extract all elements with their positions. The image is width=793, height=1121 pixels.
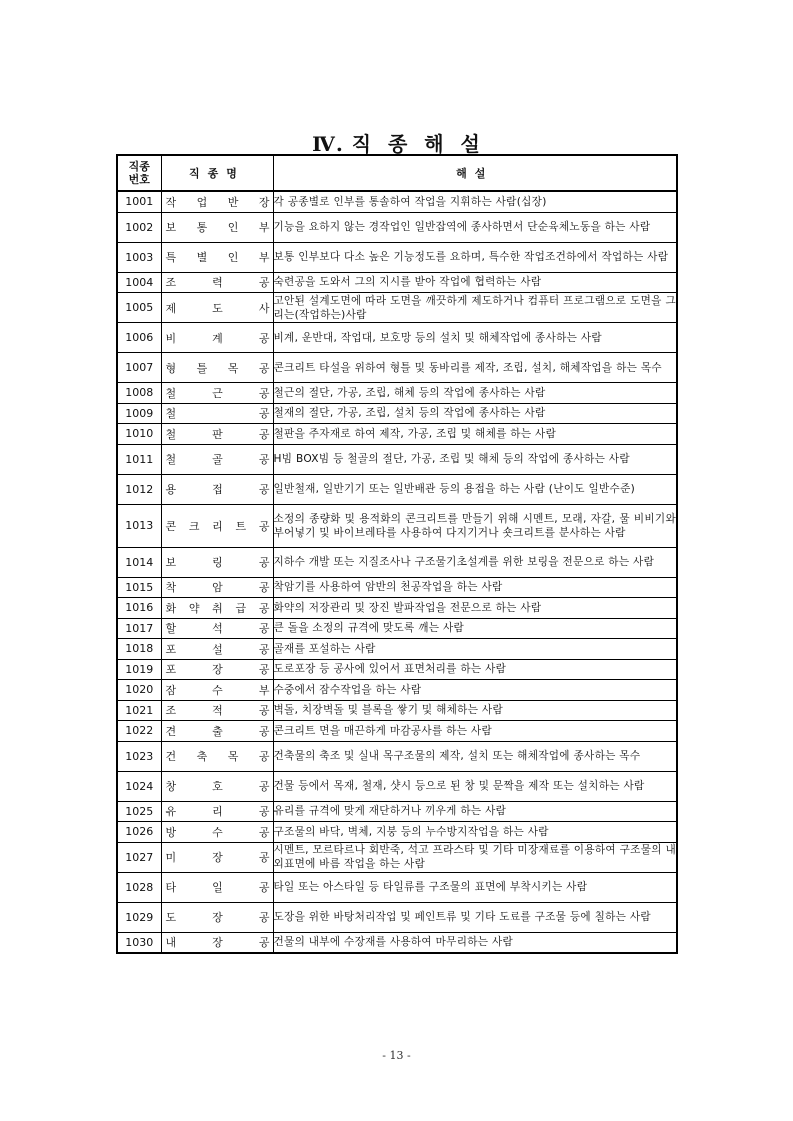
- table-row: [117, 424, 677, 445]
- job-description: 콘크리트 면을 매끈하게 마감공사를 하는 사람: [273, 721, 677, 742]
- table-header: [117, 155, 677, 191]
- table-row: [117, 323, 677, 353]
- table-row: [117, 272, 677, 293]
- job-name-cell: [161, 700, 273, 721]
- header-description: [273, 155, 677, 191]
- job-description: 콘크리트 타설을 위하여 형틀 및 동바리를 제작, 조립, 설치, 해체작업을 하는 목수: [273, 353, 677, 383]
- job-code: 1018: [117, 639, 161, 660]
- job-code: 1008: [117, 383, 161, 404]
- job-name-cell: [161, 659, 273, 680]
- job-name: 조 력 공: [165, 276, 270, 290]
- job-description: 도로포장 등 공사에 있어서 표면처리를 하는 사람: [273, 659, 677, 680]
- job-description: 철재의 절단, 가공, 조립, 설치 등의 작업에 종사하는 사람: [273, 403, 677, 424]
- job-description: 각 공종별로 인부를 통솔하여 작업을 지휘하는 사람(십장): [273, 191, 677, 212]
- job-name: 창 호 공: [165, 780, 270, 793]
- table-row: [117, 504, 677, 547]
- job-code: 1003: [117, 242, 161, 272]
- table-row: [117, 721, 677, 742]
- table-row: [117, 680, 677, 701]
- job-name-cell: [161, 293, 273, 323]
- job-name: 포 장 공: [165, 663, 270, 677]
- job-code: 1028: [117, 872, 161, 902]
- job-name: 견 출 공: [165, 724, 270, 738]
- job-code: 1005: [117, 293, 161, 323]
- job-code: 1022: [117, 721, 161, 742]
- table-row: [117, 801, 677, 822]
- table-row: [117, 353, 677, 383]
- job-code: 1010: [117, 424, 161, 445]
- job-name-cell: [161, 598, 273, 619]
- job-name-cell: [161, 242, 273, 272]
- job-name-cell: [161, 932, 273, 953]
- table-row: [117, 741, 677, 771]
- job-name-cell: [161, 801, 273, 822]
- table-row: [117, 191, 677, 212]
- header-code-line1: 직종: [128, 160, 150, 173]
- job-code: 1014: [117, 547, 161, 577]
- table-row: [117, 577, 677, 598]
- job-name-cell: [161, 474, 273, 504]
- job-name: 도 장 공: [165, 911, 270, 924]
- job-code: 1004: [117, 272, 161, 293]
- table-row: [117, 842, 677, 872]
- job-code: 1017: [117, 618, 161, 639]
- job-code: 1015: [117, 577, 161, 598]
- job-name: 미 장 공: [165, 851, 270, 864]
- job-name: 철 공: [165, 407, 270, 421]
- header-description-label: 해설: [456, 167, 494, 180]
- job-description: 골재를 포설하는 사람: [273, 639, 677, 660]
- table-row: [117, 383, 677, 404]
- job-description: 일반철재, 일반기기 또는 일반배관 등의 용접을 하는 사람 (난이도 일반수준): [273, 474, 677, 504]
- job-code: 1009: [117, 403, 161, 424]
- job-name: 화 약 취 급 공: [165, 601, 270, 615]
- job-description: 시멘트, 모르타르나 회반죽, 석고 프라스타 및 기타 미장재료를 이용하여 구조물의 내외표면에 바름 작업을 하는 사람: [273, 844, 676, 870]
- job-name-cell: [161, 547, 273, 577]
- job-description: 타일 또는 아스타일 등 타일류를 구조물의 표면에 부착시키는 사람: [273, 872, 677, 902]
- job-name: 타 일 공: [165, 881, 270, 894]
- job-description: 보통 인부보다 다소 높은 기능정도를 요하며, 특수한 작업조건하에서 작업하는 사람: [273, 242, 677, 272]
- job-description: 큰 돌을 소정의 규격에 맞도록 깨는 사람: [273, 618, 677, 639]
- job-description: H빔 BOX빔 등 철골의 절단, 가공, 조립 및 해체 등의 작업에 종사하는 사람: [273, 444, 677, 474]
- job-name: 내 장 공: [165, 936, 270, 950]
- job-name-cell: [161, 212, 273, 242]
- table-row: [117, 872, 677, 902]
- job-description: 소정의 종량화 및 용적화의 콘크리트를 만들기 위해 시멘트, 모래, 자갈, 물 비비기와 부어넣기 및 바이브레타를 사용하여 다지기거나 숏크리트를 분사하는 사람: [273, 504, 677, 547]
- table-body: [117, 191, 677, 953]
- table-row: [117, 902, 677, 932]
- job-name: 철 근 공: [165, 386, 270, 400]
- job-name: 유 리 공: [165, 805, 270, 819]
- job-name: 콘 크 리 트 공: [165, 519, 270, 533]
- job-name: 철 판 공: [165, 427, 270, 441]
- job-name-cell: [161, 639, 273, 660]
- job-code: 1007: [117, 353, 161, 383]
- job-code: 1016: [117, 598, 161, 619]
- job-name-cell: [161, 771, 273, 801]
- job-name-cell: [161, 680, 273, 701]
- job-description: 숙련공을 도와서 그의 지시를 받아 작업에 협력하는 사람: [273, 272, 677, 293]
- table-row: [117, 293, 677, 323]
- job-name-cell: [161, 323, 273, 353]
- table-row: [117, 403, 677, 424]
- job-name-cell: [161, 872, 273, 902]
- job-code: 1013: [117, 504, 161, 547]
- job-description: 철근의 절단, 가공, 조립, 해체 등의 작업에 종사하는 사람: [273, 383, 677, 404]
- job-description: 비계, 운반대, 작업대, 보호망 등의 설치 및 해체작업에 종사하는 사람: [273, 323, 677, 353]
- job-name: 형 틀 목 공: [165, 361, 270, 375]
- job-name: 철 골 공: [165, 453, 270, 466]
- job-description: 구조물의 바닥, 벽체, 지붕 등의 누수방지작업을 하는 사람: [273, 822, 677, 843]
- job-name-cell: [161, 504, 273, 547]
- job-name: 조 적 공: [165, 704, 270, 718]
- job-name-cell: [161, 383, 273, 404]
- job-code: 1020: [117, 680, 161, 701]
- job-name-cell: [161, 403, 273, 424]
- table-row: [117, 700, 677, 721]
- job-code: 1012: [117, 474, 161, 504]
- job-name-cell: [161, 842, 273, 872]
- job-name-cell: [161, 353, 273, 383]
- job-description: 고안된 설계도면에 따라 도면을 깨끗하게 제도하거나 컴퓨터 프로그램으로 도면을 그리는(작업하는)사람: [273, 294, 676, 321]
- job-name-cell: [161, 577, 273, 598]
- job-name: 보 통 인 부: [165, 221, 270, 234]
- job-code: 1011: [117, 444, 161, 474]
- job-description: 도장을 위한 바탕처리작업 및 페인트류 및 기타 도료를 구조물 등에 칠하는 사람: [273, 902, 677, 932]
- job-name: 할 석 공: [165, 622, 270, 636]
- page-number: - 13 -: [382, 1049, 411, 1062]
- table-row: [117, 659, 677, 680]
- table-row: [117, 618, 677, 639]
- job-name-cell: [161, 272, 273, 293]
- table-row: [117, 598, 677, 619]
- table-row: [117, 444, 677, 474]
- job-description: 화약의 저장관리 및 장진 발파작업을 전문으로 하는 사람: [273, 598, 677, 619]
- job-code: 1002: [117, 212, 161, 242]
- table-row: [117, 547, 677, 577]
- job-name: 용 접 공: [165, 483, 270, 496]
- job-code: 1024: [117, 771, 161, 801]
- job-name: 건 축 목 공: [165, 750, 270, 763]
- job-description: 수중에서 잠수작업을 하는 사람: [273, 680, 677, 701]
- job-description-table: [116, 154, 678, 954]
- job-code: 1001: [117, 191, 161, 212]
- job-name-cell: [161, 741, 273, 771]
- table-row: [117, 242, 677, 272]
- job-description: 철판을 주자재로 하여 제작, 가공, 조립 및 해체를 하는 사람: [273, 424, 677, 445]
- job-name: 비 계 공: [165, 331, 270, 345]
- job-code: 1006: [117, 323, 161, 353]
- job-code: 1026: [117, 822, 161, 843]
- job-name: 잠 수 부: [165, 683, 270, 697]
- job-name: 보 링 공: [165, 556, 270, 569]
- job-name-cell: [161, 444, 273, 474]
- job-description: 건물 등에서 목재, 철재, 샷시 등으로 된 창 및 문짝을 제작 또는 설치하는 사람: [273, 771, 677, 801]
- header-name-label: 직종명: [189, 167, 245, 180]
- job-code: 1023: [117, 741, 161, 771]
- job-description: 착암기를 사용하여 암반의 천공작업을 하는 사람: [273, 577, 677, 598]
- job-code: 1029: [117, 902, 161, 932]
- table-row: [117, 474, 677, 504]
- job-code: 1030: [117, 932, 161, 953]
- job-name-cell: [161, 721, 273, 742]
- job-name-cell: [161, 424, 273, 445]
- job-code: 1019: [117, 659, 161, 680]
- job-name: 작 업 반 장: [165, 195, 270, 209]
- table-row: [117, 212, 677, 242]
- job-description: 건축물의 축조 및 실내 목구조물의 제작, 설치 또는 해체작업에 종사하는 목수: [273, 741, 677, 771]
- job-name: 포 설 공: [165, 642, 270, 656]
- job-description: 유리를 규격에 맞게 재단하거나 끼우게 하는 사람: [273, 801, 677, 822]
- job-name: 방 수 공: [165, 825, 270, 839]
- job-code: 1025: [117, 801, 161, 822]
- job-code: 1027: [117, 842, 161, 872]
- job-description: 지하수 개발 또는 지질조사나 구조물기초설계를 위한 보링을 전문으로 하는 사람: [273, 547, 677, 577]
- job-description: 건물의 내부에 수장재를 사용하여 마무리하는 사람: [273, 932, 677, 953]
- job-name: 제 도 사: [165, 301, 270, 315]
- job-name-cell: [161, 902, 273, 932]
- page-title: Ⅳ. 직 종 해 설: [312, 132, 481, 156]
- table-row: [117, 822, 677, 843]
- job-name-cell: [161, 191, 273, 212]
- job-name: 특 별 인 부: [165, 251, 270, 264]
- job-name-cell: [161, 822, 273, 843]
- job-name-cell: [161, 618, 273, 639]
- header-name: [161, 155, 273, 191]
- header-code-line2: 번호: [128, 173, 150, 186]
- job-code: 1021: [117, 700, 161, 721]
- table-row: [117, 639, 677, 660]
- table-row: [117, 771, 677, 801]
- job-description: 기능을 요하지 않는 경작업인 일반잡역에 종사하면서 단순육체노동을 하는 사람: [273, 212, 677, 242]
- table-row: [117, 932, 677, 953]
- job-name: 착 암 공: [165, 581, 270, 595]
- header-code: [117, 155, 161, 191]
- job-description: 벽돌, 치장벽돌 및 블록을 쌓기 및 해체하는 사람: [273, 700, 677, 721]
